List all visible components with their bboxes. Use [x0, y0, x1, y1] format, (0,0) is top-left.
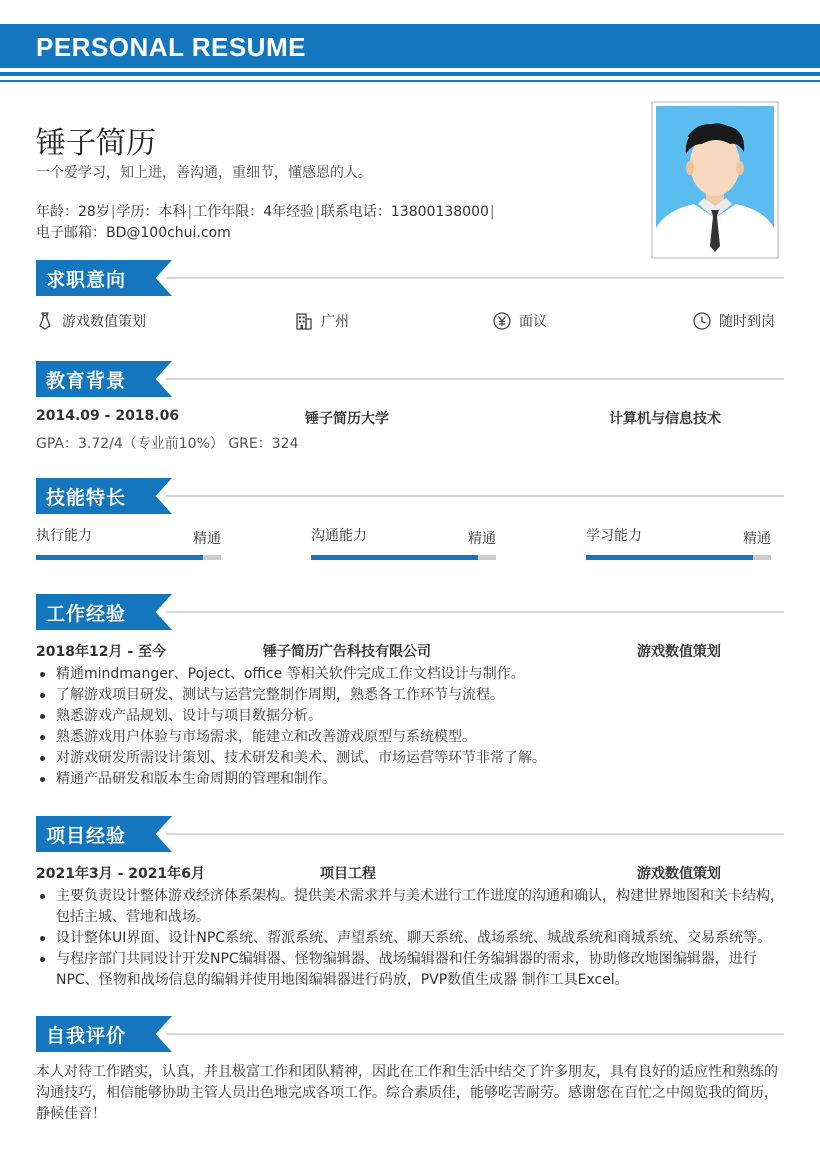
- tie-icon: [36, 312, 54, 330]
- work-role: 游戏数值策划: [637, 644, 721, 660]
- avatar: [651, 101, 779, 259]
- header-stripe-thin: [0, 80, 820, 82]
- section-title: 技能特长: [46, 487, 127, 509]
- list-item: 精通mindmanger、Poject、office 等相关软件完成工作文档设计与制作。: [36, 664, 784, 685]
- work-duties: [36, 664, 784, 790]
- skill-name: 沟通能力: [311, 528, 367, 544]
- clock-icon: [693, 312, 711, 330]
- section-title: 自我评价: [46, 1025, 127, 1047]
- skill-bar-track: [36, 555, 221, 560]
- email: 电子邮箱：BD@100chui.com: [36, 225, 231, 241]
- education-school: 锤子简历大学: [305, 411, 389, 427]
- project-name: 项目工程: [320, 866, 376, 882]
- skill-item: [586, 525, 771, 565]
- intent-salary: [493, 310, 547, 332]
- separator: |: [187, 204, 193, 220]
- section-title: 教育背景: [46, 370, 127, 392]
- skill-level: 精通: [743, 531, 771, 547]
- project-period: 2021年3月 - 2021年6月: [36, 866, 205, 882]
- list-item: 主要负责设计整体游戏经济体系架构。提供美术需求并与美术进行工作进度的沟通和确认，构建世界地图和关卡结构，包括主城、营地和战场。: [36, 886, 784, 928]
- section-divider: [166, 378, 784, 380]
- intent-salary-text: 面议: [519, 314, 547, 330]
- section-title: 求职意向: [46, 269, 127, 291]
- intent-position: [36, 310, 146, 332]
- list-item: 熟悉游戏产品规划、设计与项目数据分析。: [36, 706, 784, 727]
- building-icon: [295, 312, 313, 330]
- section-self: [0, 1016, 820, 1052]
- intent-position-text: 游戏数值策划: [62, 314, 146, 330]
- list-item: 精通产品研发和版本生命周期的管理和制作。: [36, 769, 784, 790]
- list-item: 熟悉游戏用户体验与市场需求，能建立和改善游戏原型与系统模型。: [36, 727, 784, 748]
- intent-availability-text: 随时到岗: [719, 314, 775, 330]
- education-level: 学历：本科: [116, 204, 187, 220]
- section-education: [0, 361, 820, 397]
- section-divider: [166, 1033, 784, 1035]
- age: 年龄：28岁: [36, 204, 110, 220]
- project-duties: [36, 886, 784, 991]
- education-gpa: GPA：3.72/4（专业前10%） GRE：324: [36, 436, 299, 452]
- skill-level: 精通: [468, 531, 496, 547]
- candidate-name: 锤子简历: [36, 126, 156, 161]
- skill-item: [311, 525, 496, 565]
- separator: |: [489, 204, 495, 220]
- header-stripe: [0, 72, 820, 76]
- skill-bar-fill: [586, 555, 753, 560]
- education-period: 2014.09 - 2018.06: [36, 408, 180, 424]
- section-work: [0, 594, 820, 630]
- intent-city: [295, 310, 349, 332]
- skill-bar-track: [311, 555, 496, 560]
- section-intention: [0, 260, 820, 296]
- section-title: 项目经验: [46, 825, 127, 847]
- work-company: 锤子简历广告科技有限公司: [263, 644, 431, 660]
- project-role: 游戏数值策划: [637, 866, 721, 882]
- yen-icon: [493, 312, 511, 330]
- intent-availability: [693, 310, 775, 332]
- section-divider: [166, 833, 784, 835]
- skill-bar-track: [586, 555, 771, 560]
- education-major: 计算机与信息技术: [609, 411, 721, 427]
- section-divider: [166, 611, 784, 613]
- section-project: [0, 816, 820, 852]
- skill-bar-fill: [36, 555, 203, 560]
- separator: |: [315, 204, 320, 220]
- list-item: 与程序部门共同设计开发NPC编辑器、怪物编辑器、战场编辑器和任务编辑器的需求，协助修改地图编辑器，进行NPC、怪物和战场信息的编辑并使用地图编辑器进行码放，PVP数值生成器 制作工具Excel。: [36, 949, 784, 991]
- section-divider: [166, 495, 784, 497]
- candidate-motto: 一个爱学习，知上进，善沟通，重细节，懂感恩的人。: [36, 165, 372, 181]
- list-item: 对游戏研发所需设计策划、技术研发和美术、测试、市场运营等环节非常了解。: [36, 748, 784, 769]
- resume-title: PERSONAL RESUME: [36, 32, 306, 62]
- skill-bar-fill: [311, 555, 478, 560]
- section-title: 工作经验: [46, 603, 127, 625]
- work-period: 2018年12月 - 至今: [36, 644, 167, 660]
- section-skills: [0, 478, 820, 514]
- skill-item: [36, 525, 221, 565]
- work-years: 工作年限：4年经验: [193, 204, 315, 220]
- separator: |: [110, 204, 116, 220]
- section-divider: [166, 277, 784, 279]
- skill-name: 执行能力: [36, 528, 92, 544]
- skill-name: 学习能力: [586, 528, 642, 544]
- avatar-illustration: [656, 106, 774, 254]
- phone: 联系电话：13800138000: [320, 204, 489, 220]
- list-item: 设计整体UI界面、设计NPC系统、帮派系统、声望系统、聊天系统、战场系统、城战系统和商城系统、交易系统等。: [36, 928, 784, 949]
- self-evaluation: 本人对待工作踏实，认真，并且极富工作和团队精神，因此在工作和生活中结交了许多朋友，具有良好的适应性和熟练的沟通技巧，相信能够协助主管人员出色地完成各项工作。综合素质佳，能够吃苦耐劳。感谢您在百忙之中阅览我的简历，静候佳音！: [36, 1064, 778, 1122]
- list-item: 了解游戏项目研发、测试与运营完整制作周期，熟悉各工作环节与流程。: [36, 685, 784, 706]
- skill-level: 精通: [193, 531, 221, 547]
- basic-info-line: [36, 201, 496, 221]
- intent-city-text: 广州: [321, 314, 349, 330]
- header-band: [0, 24, 820, 68]
